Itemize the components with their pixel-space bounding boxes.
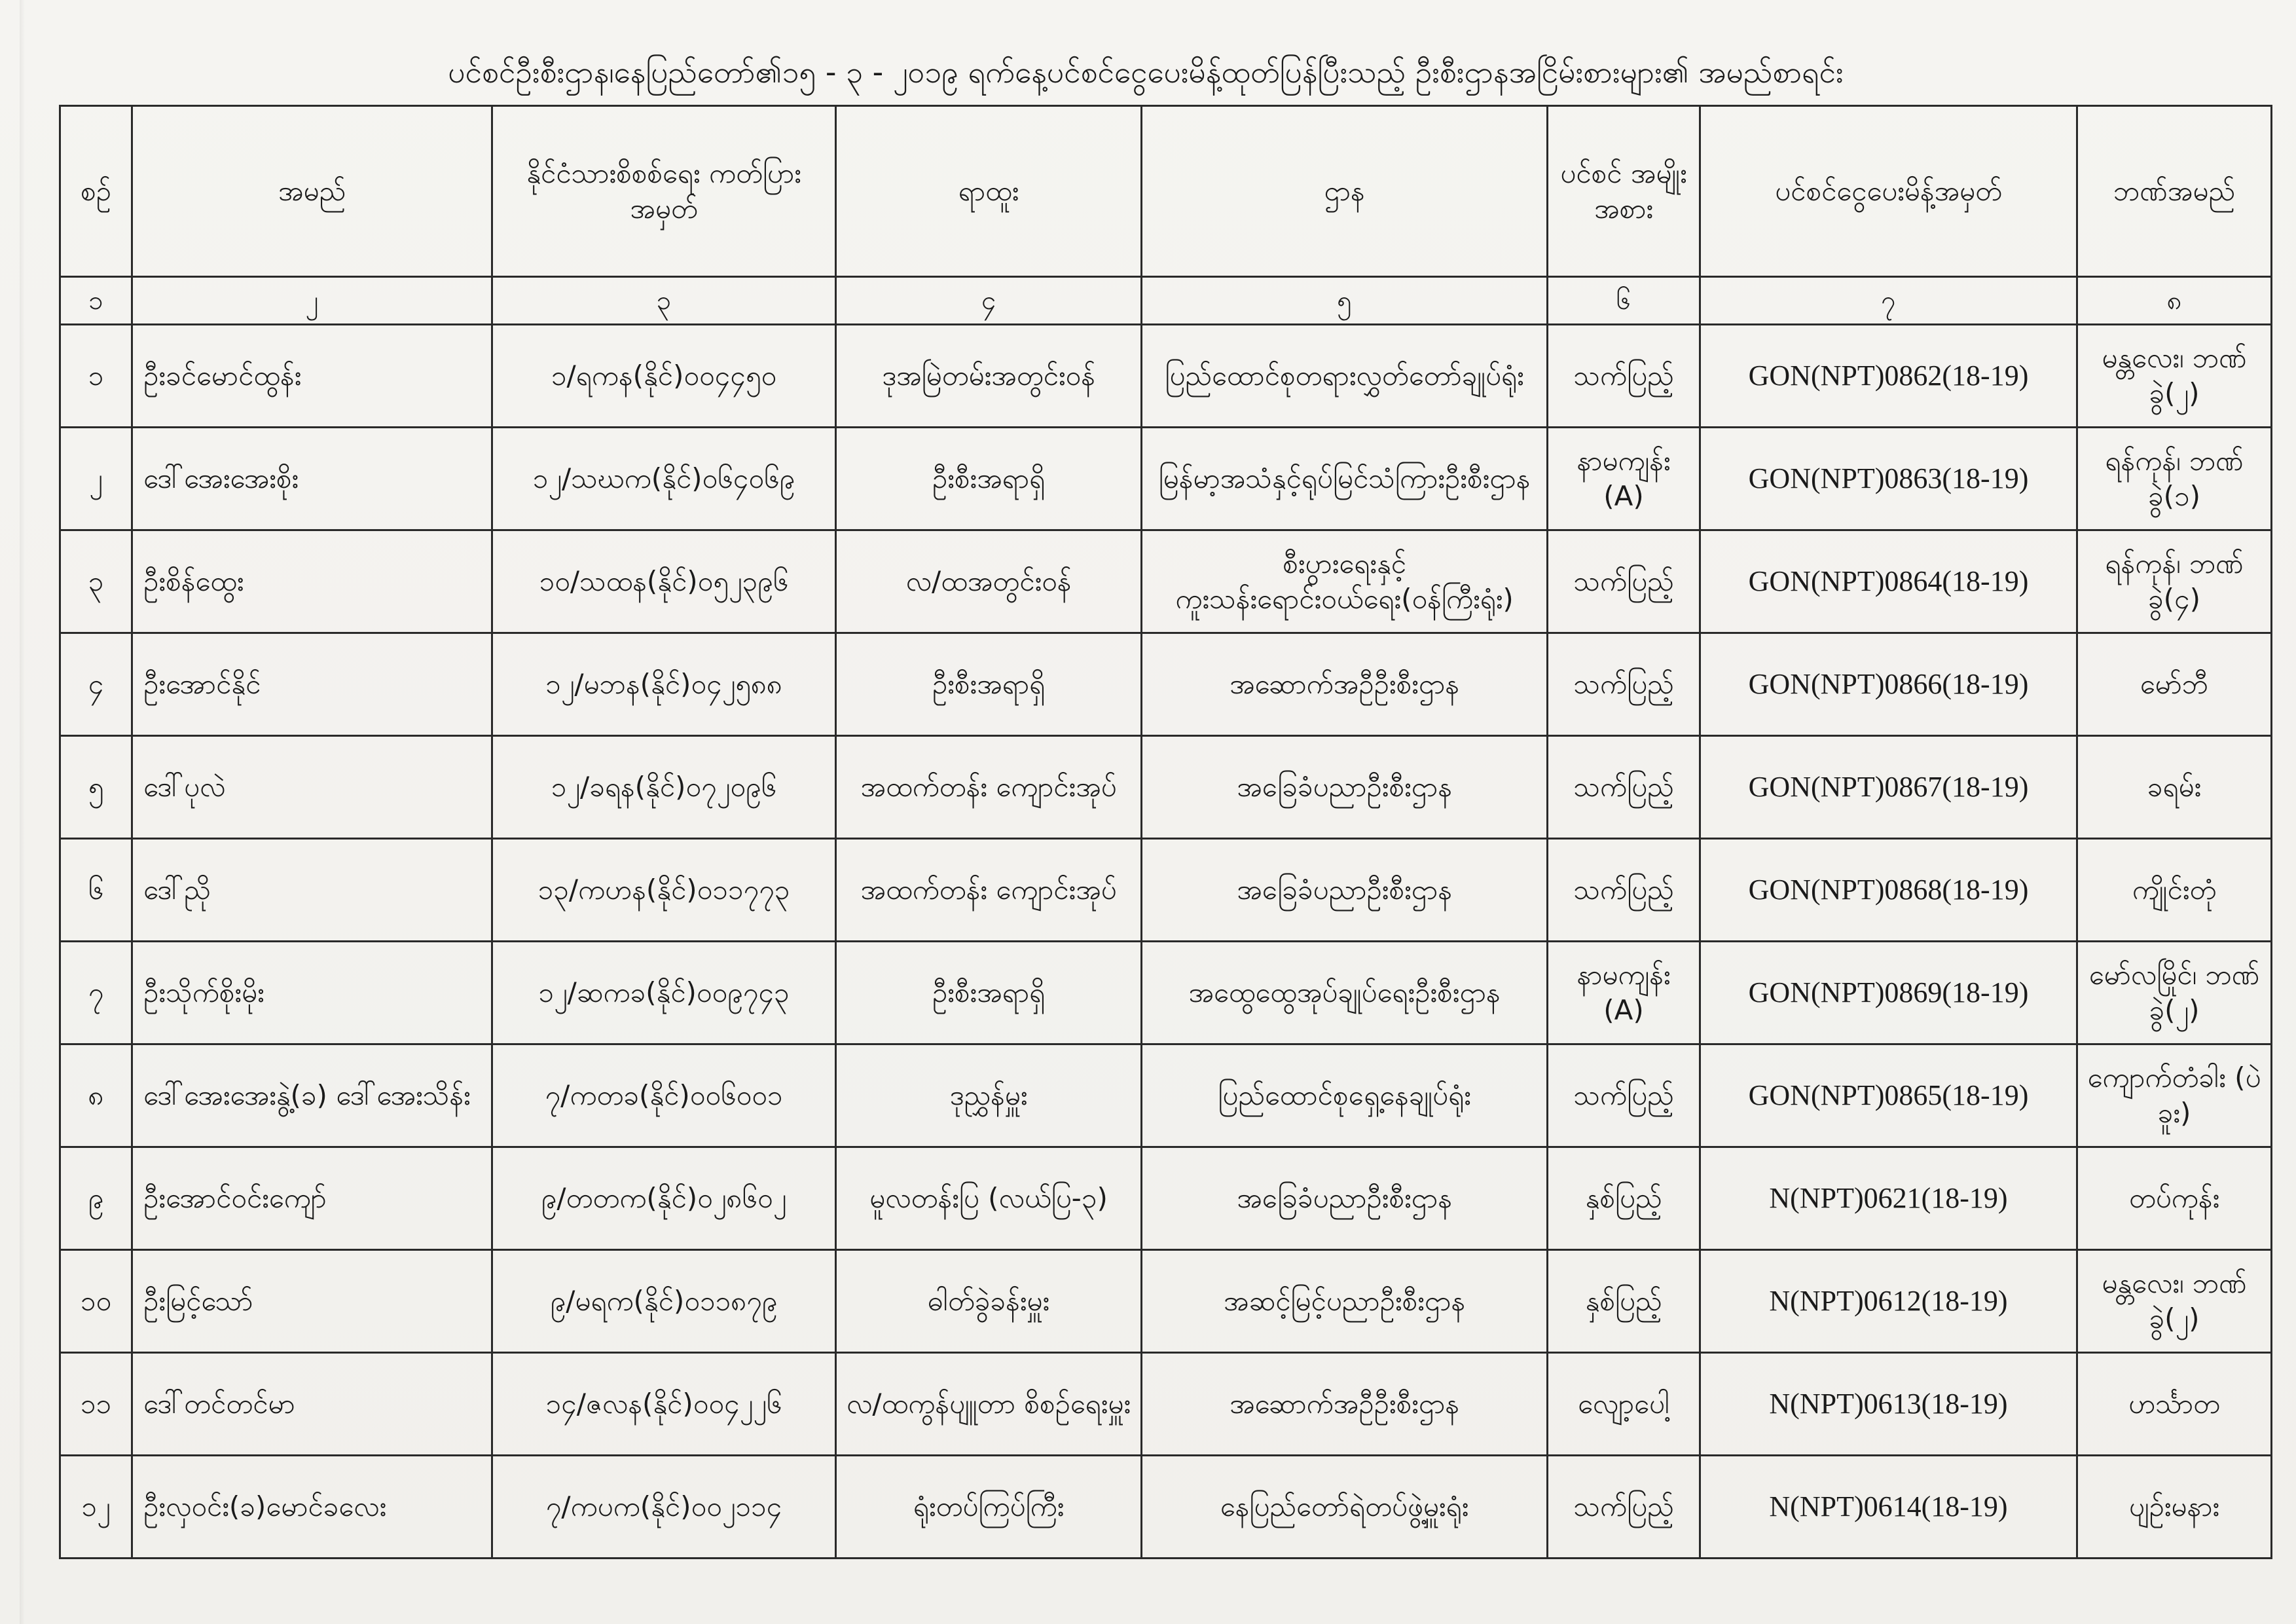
header-department: ဌာန — [1142, 106, 1548, 277]
header-rank: ရာထူး — [836, 106, 1142, 277]
cell-nrc: ၁/ရကန(နိုင်)၀၀၄၄၅၀ — [492, 325, 836, 428]
cell-nrc: ၁၂/မဘန(နိုင်)၀၄၂၅၈၈ — [492, 633, 836, 736]
cell-permit-number: GON(NPT)0866(18-19) — [1700, 633, 2077, 736]
pension-register-table — [59, 105, 2272, 1559]
cell-serial: ၁ — [60, 325, 132, 428]
table-row — [60, 1044, 2272, 1147]
cell-name: ဦးလှဝင်း(ခ)မောင်ခလေး — [132, 1456, 492, 1559]
cell-department: စီးပွားရေးနှင့်ကူးသန်းရောင်းဝယ်ရေး(ဝန်ကြီးရုံး) — [1142, 530, 1548, 633]
table-body — [60, 325, 2272, 1559]
cell-serial: ၁၁ — [60, 1353, 132, 1456]
cell-pension-type: သက်ပြည့် — [1548, 530, 1700, 633]
cell-nrc: ၁၂/ခရန(နိုင်)၀၇၂၀၉၆ — [492, 736, 836, 839]
table-row — [60, 1250, 2272, 1353]
table-row — [60, 428, 2272, 530]
cell-permit-number: GON(NPT)0869(18-19) — [1700, 942, 2077, 1044]
cell-nrc: ၉/မရက(နိုင်)၀၁၁၈၇၉ — [492, 1250, 836, 1353]
cell-name: ဦးအောင်ဝင်းကျော် — [132, 1147, 492, 1250]
cell-bank: ရန်ကုန်၊ ဘဏ်ခွဲ(၁) — [2077, 428, 2272, 530]
cell-nrc: ၉/တတက(နိုင်)၀၂၈၆၀၂ — [492, 1147, 836, 1250]
cell-pension-type: နှစ်ပြည့် — [1548, 1250, 1700, 1353]
cell-bank: မော်ဘီ — [2077, 633, 2272, 736]
cell-serial: ၆ — [60, 839, 132, 942]
table-row — [60, 1456, 2272, 1559]
document-title: ပင်စင်ဦးစီးဌာန၊နေပြည်တော်၏၁၅ - ၃ - ၂၀၁၉ ရက်နေ့ပင်စင်ငွေပေးမိန့်ထုတ်ပြန်ပြီးသည့် ဦးစီးဌာနအငြိမ်းစားများ၏ အမည်စာရင်း — [448, 54, 1844, 90]
cell-nrc: ၁၂/ဆကခ(နိုင်)၀၀၉၇၄၃ — [492, 942, 836, 1044]
header-serial: စဉ် — [60, 106, 132, 277]
cell-permit-number: N(NPT)0614(18-19) — [1700, 1456, 2077, 1559]
cell-serial: ၄ — [60, 633, 132, 736]
cell-pension-type: နာမကျန်း (A) — [1548, 942, 1700, 1044]
cell-name: ဒေါ်တင်တင်မာ — [132, 1353, 492, 1456]
table-row — [60, 1353, 2272, 1456]
cell-name: ဦးစိန်ထွေး — [132, 530, 492, 633]
cell-rank: မူလတန်းပြ (လယ်ပြ-၃) — [836, 1147, 1142, 1250]
cell-department: နေပြည်တော်ရဲတပ်ဖွဲ့မှူးရုံး — [1142, 1456, 1548, 1559]
cell-bank: ခရမ်း — [2077, 736, 2272, 839]
cell-name: ဦးအောင်နိုင် — [132, 633, 492, 736]
cell-nrc: ၁၂/သဃက(နိုင်)၀၆၄၀၆၉ — [492, 428, 836, 530]
cell-rank: အထက်တန်း ကျောင်းအုပ် — [836, 839, 1142, 942]
cell-permit-number: GON(NPT)0862(18-19) — [1700, 325, 2077, 428]
cell-rank: ဦးစီးအရာရှိ — [836, 633, 1142, 736]
cell-name: ဒေါ်ညို — [132, 839, 492, 942]
column-number: ၁ — [60, 277, 132, 325]
table-header-row — [60, 106, 2272, 277]
cell-department: မြန်မာ့အသံနှင့်ရုပ်မြင်သံကြားဦးစီးဌာန — [1142, 428, 1548, 530]
cell-nrc: ၁၃/ကဟန(နိုင်)၀၁၁၇၇၃ — [492, 839, 836, 942]
cell-permit-number: N(NPT)0613(18-19) — [1700, 1353, 2077, 1456]
cell-bank: တပ်ကုန်း — [2077, 1147, 2272, 1250]
cell-nrc: ၇/ကပက(နိုင်)၀၀၂၁၁၄ — [492, 1456, 836, 1559]
cell-department: အခြေခံပညာဦးစီးဌာန — [1142, 839, 1548, 942]
cell-rank: ဒုညွှန်မှူး — [836, 1044, 1142, 1147]
cell-department: အခြေခံပညာဦးစီးဌာန — [1142, 1147, 1548, 1250]
cell-name: ဦးသိုက်စိုးမိုး — [132, 942, 492, 1044]
cell-serial: ၈ — [60, 1044, 132, 1147]
cell-nrc: ၇/ကတခ(နိုင်)၀၀၆၀၀၁ — [492, 1044, 836, 1147]
cell-pension-type: သက်ပြည့် — [1548, 1456, 1700, 1559]
cell-serial: ၂ — [60, 428, 132, 530]
cell-serial: ၃ — [60, 530, 132, 633]
cell-serial: ၉ — [60, 1147, 132, 1250]
cell-bank: ကျိုင်းတုံ — [2077, 839, 2272, 942]
column-number-row — [60, 277, 2272, 325]
column-number: ၄ — [836, 277, 1142, 325]
column-number: ၂ — [132, 277, 492, 325]
cell-pension-type: နာမကျန်း (A) — [1548, 428, 1700, 530]
cell-rank: ဦးစီးအရာရှိ — [836, 428, 1142, 530]
cell-pension-type: သက်ပြည့် — [1548, 325, 1700, 428]
cell-name: ဒေါ်ပုလဲ — [132, 736, 492, 839]
cell-rank: အထက်တန်း ကျောင်းအုပ် — [836, 736, 1142, 839]
table-row — [60, 633, 2272, 736]
cell-name: ဦးခင်မောင်ထွန်း — [132, 325, 492, 428]
cell-department: အဆင့်မြင့်ပညာဦးစီးဌာန — [1142, 1250, 1548, 1353]
header-name: အမည် — [132, 106, 492, 277]
cell-rank: ရုံးတပ်ကြပ်ကြီး — [836, 1456, 1142, 1559]
header-bank: ဘဏ်အမည် — [2077, 106, 2272, 277]
cell-nrc: ၁၀/သထန(နိုင်)၀၅၂၃၉၆ — [492, 530, 836, 633]
cell-department: ပြည်ထောင်စုရှေ့နေချုပ်ရုံး — [1142, 1044, 1548, 1147]
cell-pension-type: လျော့ပေါ့ — [1548, 1353, 1700, 1456]
cell-department: အဆောက်အဦဦးစီးဌာန — [1142, 633, 1548, 736]
cell-permit-number: GON(NPT)0867(18-19) — [1700, 736, 2077, 839]
cell-department: အခြေခံပညာဦးစီးဌာန — [1142, 736, 1548, 839]
cell-bank: ကျောက်တံခါး (ပဲခူး) — [2077, 1044, 2272, 1147]
cell-department: အဆောက်အဦဦးစီးဌာန — [1142, 1353, 1548, 1456]
cell-permit-number: N(NPT)0621(18-19) — [1700, 1147, 2077, 1250]
table-row — [60, 942, 2272, 1044]
cell-name: ဒေါ်အေးအေးစိုး — [132, 428, 492, 530]
header-pension-type: ပင်စင် အမျိုး အစား — [1548, 106, 1700, 277]
column-number: ၈ — [2077, 277, 2272, 325]
header-permit-number: ပင်စင်ငွေပေးမိန့်အမှတ် — [1700, 106, 2077, 277]
cell-pension-type: သက်ပြည့် — [1548, 736, 1700, 839]
cell-permit-number: GON(NPT)0865(18-19) — [1700, 1044, 2077, 1147]
cell-bank: မော်လမြိုင်၊ ဘဏ်ခွဲ(၂) — [2077, 942, 2272, 1044]
column-number: ၅ — [1142, 277, 1548, 325]
cell-name: ဒေါ်အေးအေးနွဲ့(ခ) ဒေါ်အေးသိန်း — [132, 1044, 492, 1147]
cell-bank: ရန်ကုန်၊ ဘဏ်ခွဲ(၄) — [2077, 530, 2272, 633]
table-row — [60, 839, 2272, 942]
column-number: ၇ — [1700, 277, 2077, 325]
table-row — [60, 325, 2272, 428]
cell-serial: ၁၂ — [60, 1456, 132, 1559]
cell-rank: လ/ထကွန်ပျူတာ စိစဉ်ရေးမှူး — [836, 1353, 1142, 1456]
cell-bank: မန္တလေး၊ ဘဏ်ခွဲ(၂) — [2077, 1250, 2272, 1353]
table-row — [60, 736, 2272, 839]
cell-rank: ဦးစီးအရာရှိ — [836, 942, 1142, 1044]
header-nrc: နိုင်ငံသားစိစစ်ရေး ကတ်ပြားအမှတ် — [492, 106, 836, 277]
cell-bank: မန္တလေး၊ ဘဏ်ခွဲ(၂) — [2077, 325, 2272, 428]
cell-department: အထွေထွေအုပ်ချုပ်ရေးဦးစီးဌာန — [1142, 942, 1548, 1044]
cell-pension-type: သက်ပြည့် — [1548, 633, 1700, 736]
cell-rank: ဓါတ်ခွဲခန်းမှူး — [836, 1250, 1142, 1353]
cell-serial: ၅ — [60, 736, 132, 839]
cell-nrc: ၁၄/ဇလန(နိုင်)၀၀၄၂၂၆ — [492, 1353, 836, 1456]
page-fold-shadow — [20, 0, 25, 1624]
cell-serial: ၇ — [60, 942, 132, 1044]
cell-permit-number: GON(NPT)0864(18-19) — [1700, 530, 2077, 633]
cell-pension-type: နှစ်ပြည့် — [1548, 1147, 1700, 1250]
cell-permit-number: GON(NPT)0863(18-19) — [1700, 428, 2077, 530]
column-number: ၃ — [492, 277, 836, 325]
table-row — [60, 1147, 2272, 1250]
cell-permit-number: GON(NPT)0868(18-19) — [1700, 839, 2077, 942]
cell-rank: လ/ထအတွင်းဝန် — [836, 530, 1142, 633]
column-number: ၆ — [1548, 277, 1700, 325]
cell-pension-type: သက်ပြည့် — [1548, 839, 1700, 942]
cell-serial: ၁၀ — [60, 1250, 132, 1353]
cell-bank: ဟင်္သာတ — [2077, 1353, 2272, 1456]
cell-department: ပြည်ထောင်စုတရားလွှတ်တော်ချုပ်ရုံး — [1142, 325, 1548, 428]
cell-permit-number: N(NPT)0612(18-19) — [1700, 1250, 2077, 1353]
cell-bank: ပျဉ်းမနား — [2077, 1456, 2272, 1559]
cell-pension-type: သက်ပြည့် — [1548, 1044, 1700, 1147]
cell-rank: ဒုအမြဲတမ်းအတွင်းဝန် — [836, 325, 1142, 428]
cell-name: ဦးမြင့်သော် — [132, 1250, 492, 1353]
table-row — [60, 530, 2272, 633]
